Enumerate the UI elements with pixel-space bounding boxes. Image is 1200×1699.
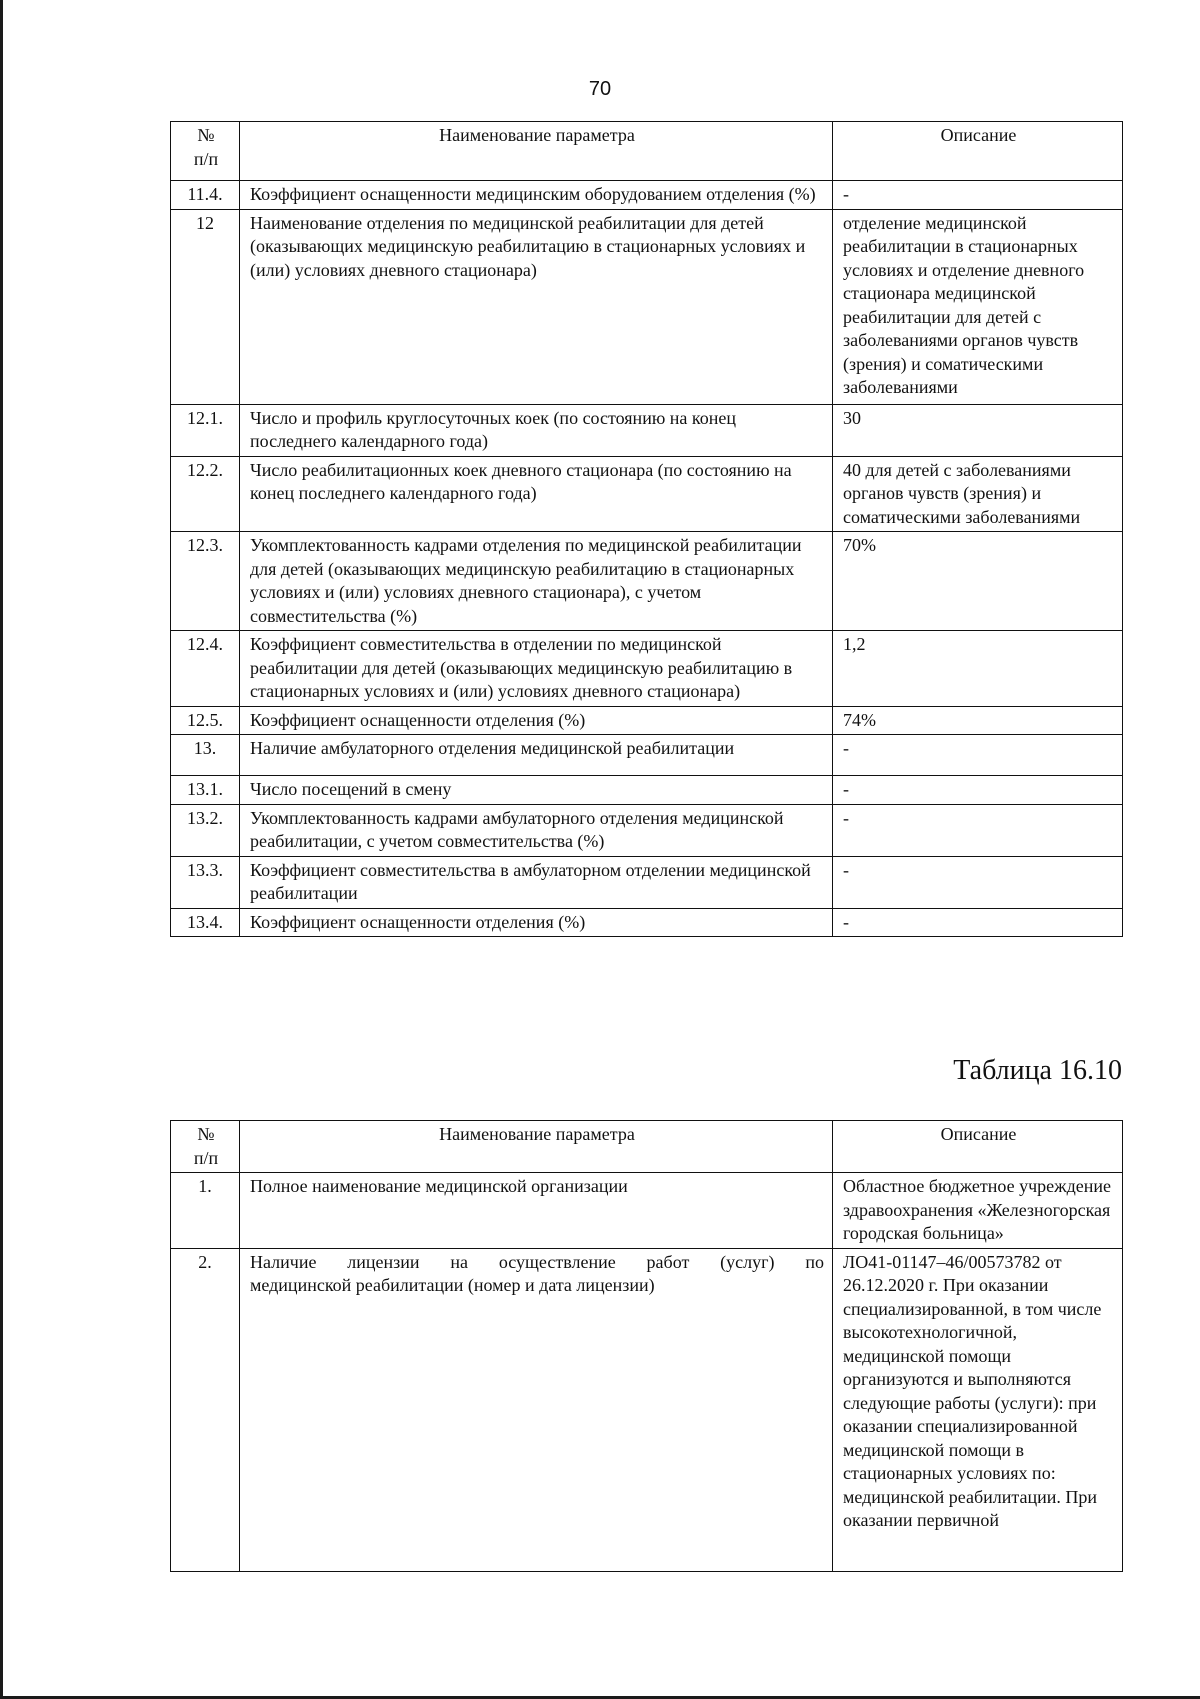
header-description: Описание [833, 1121, 1123, 1173]
row-description: 70% [833, 532, 1123, 631]
table-row [171, 776, 1123, 805]
row-parameter-name-line: медицинской реабилитации (номер и дата лицензии) [250, 1275, 655, 1295]
row-description: 74% [833, 706, 1123, 735]
row-parameter-name: Коэффициент оснащенности отделения (%) [240, 908, 833, 937]
row-parameter-name: Число посещений в смену [240, 776, 833, 805]
row-parameter-name: Наличие амбулаторного отделения медицинской реабилитации [240, 735, 833, 776]
row-description: - [833, 908, 1123, 937]
row-number: 13.1. [171, 776, 240, 805]
header-number: № п/п [171, 1121, 240, 1173]
page-number: 70 [588, 78, 612, 100]
row-number: 11.4. [171, 181, 240, 210]
row-description: ЛО41-01147–46/00573782 от 26.12.2020 г. При оказании специализированной, в том числе высокотехнологичной, медицинской помощи организуются и выполняются следующие работы (услуги): при оказании специализированной медицинской помощи в стационарных условиях по: медицинской реабилитации. При оказании первичной [833, 1248, 1123, 1571]
row-number: 12.5. [171, 706, 240, 735]
row-parameter-name: Число и профиль круглосуточных коек (по состоянию на конец последнего календарного года) [240, 404, 833, 456]
table-row [171, 181, 1123, 210]
table-row [171, 209, 1123, 404]
row-number: 12 [171, 209, 240, 404]
row-parameter-name: Коэффициент совместительства в амбулаторном отделении медицинской реабилитации [240, 856, 833, 908]
table-row [171, 706, 1123, 735]
scan-edge-left [0, 0, 3, 1699]
row-number: 12.4. [171, 631, 240, 707]
row-parameter-name-line: Наличие лицензии на осуществление работ (услуг) по [250, 1251, 824, 1272]
row-description: - [833, 804, 1123, 856]
row-description: - [833, 856, 1123, 908]
table-row [171, 456, 1123, 532]
table-row [171, 735, 1123, 776]
row-parameter-name: Наименование отделения по медицинской реабилитации для детей (оказывающих медицинскую реабилитацию в стационарных условиях и (или) условиях дневного стационара) [240, 209, 833, 404]
table-row [171, 404, 1123, 456]
row-parameter-name: Укомплектованность кадрами отделения по медицинской реабилитации для детей (оказывающих медицинскую реабилитацию в стационарных условиях и (или) условиях дневного стационара), с учетом совместительства (%) [240, 532, 833, 631]
table-row [171, 532, 1123, 631]
row-description: - [833, 181, 1123, 210]
table-row [171, 908, 1123, 937]
row-description: 1,2 [833, 631, 1123, 707]
header-parameter-name: Наименование параметра [240, 1121, 833, 1173]
row-number: 2. [171, 1248, 240, 1571]
row-number: 12.1. [171, 404, 240, 456]
row-number: 12.3. [171, 532, 240, 631]
table-row [171, 1248, 1123, 1571]
table-header-row [171, 1121, 1123, 1173]
header-number: № п/п [171, 122, 240, 181]
row-parameter-name: Укомплектованность кадрами амбулаторного отделения медицинской реабилитации, с учетом совместительства (%) [240, 804, 833, 856]
table-row [171, 856, 1123, 908]
table-header-row [171, 122, 1123, 181]
row-number: 1. [171, 1173, 240, 1249]
header-description: Описание [833, 122, 1123, 181]
table-row [171, 631, 1123, 707]
parameters-table-continued [170, 121, 1123, 937]
row-parameter-name: Полное наименование медицинской организации [240, 1173, 833, 1249]
row-description: 30 [833, 404, 1123, 456]
row-parameter-name: Число реабилитационных коек дневного стационара (по состоянию на конец последнего календарного года) [240, 456, 833, 532]
row-number: 13. [171, 735, 240, 776]
table-row [171, 1173, 1123, 1249]
row-description: Областное бюджетное учреждение здравоохранения «Железногорская городская больница» [833, 1173, 1123, 1249]
row-parameter-name: Коэффициент оснащенности отделения (%) [240, 706, 833, 735]
row-description: 40 для детей с заболеваниями органов чувств (зрения) и соматическими заболеваниями [833, 456, 1123, 532]
row-description: отделение медицинской реабилитации в стационарных условиях и отделение дневного стационара медицинской реабилитации для детей с заболеваниями органов чувств (зрения) и соматическими заболеваниями [833, 209, 1123, 404]
row-number: 13.2. [171, 804, 240, 856]
table-row [171, 804, 1123, 856]
organization-table [170, 1120, 1123, 1572]
header-parameter-name: Наименование параметра [240, 122, 833, 181]
row-parameter-name [240, 1248, 833, 1571]
row-description: - [833, 776, 1123, 805]
row-number: 12.2. [171, 456, 240, 532]
row-number: 13.3. [171, 856, 240, 908]
row-parameter-name: Коэффициент оснащенности медицинским оборудованием отделения (%) [240, 181, 833, 210]
row-description: - [833, 735, 1123, 776]
row-number: 13.4. [171, 908, 240, 937]
table-caption: Таблица 16.10 [953, 1055, 1122, 1086]
row-parameter-name: Коэффициент совместительства в отделении по медицинской реабилитации для детей (оказывающих медицинскую реабилитацию в стационарных условиях и (или) условиях дневного стационара) [240, 631, 833, 707]
